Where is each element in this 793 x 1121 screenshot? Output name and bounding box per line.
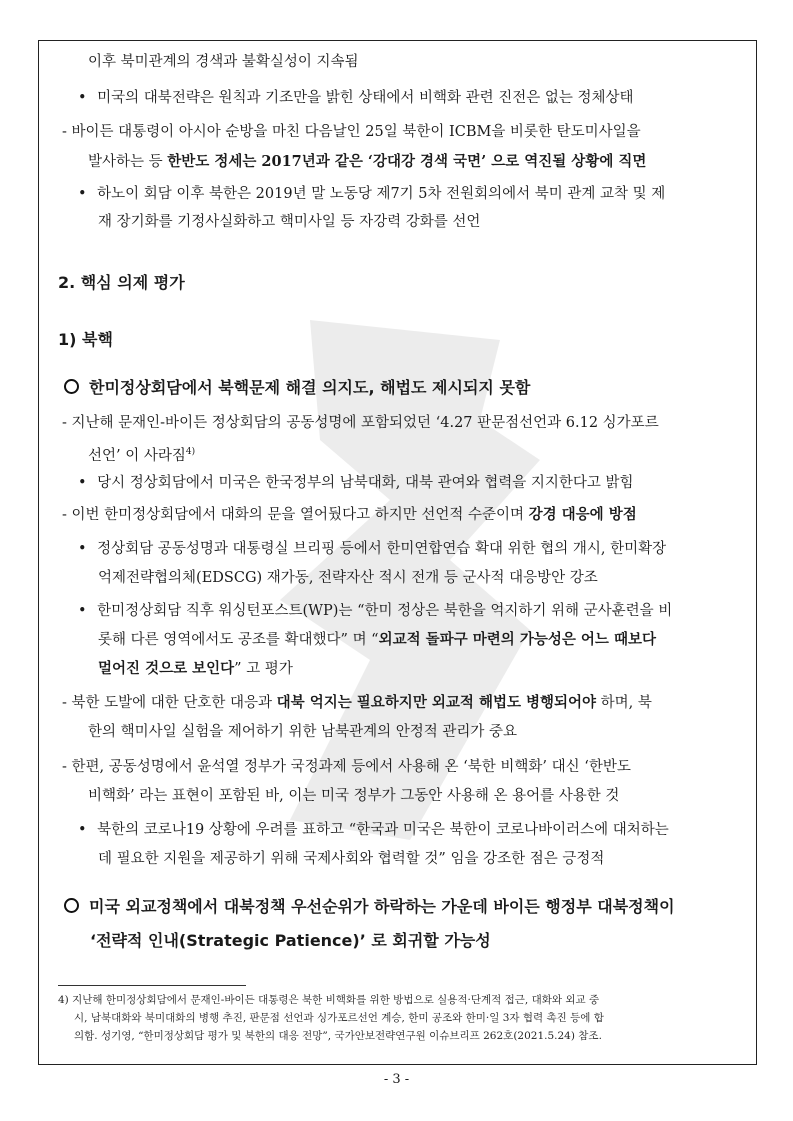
dash-item: - 한편, 공동성명에서 윤석열 정부가 국정과제 등에서 사용해 온 ‘북한 비핵화’ 대신 ‘한반도 — [62, 759, 631, 775]
footnote-ref[interactable]: 4) — [185, 447, 196, 457]
heading-text: 미국 외교정책에서 대북정책 우선순위가 하락하는 가운데 바이든 행정부 대북정책이 — [89, 897, 675, 916]
bullet-dot: • — [78, 541, 87, 557]
text-run: 선언’ 이 사라짐 — [88, 447, 186, 464]
footnote-divider — [58, 985, 246, 986]
bullet-dot: • — [78, 603, 87, 619]
dash-item-cont: 비핵화’ 라는 표현이 포함된 바, 이는 미국 정부가 그동안 사용해 온 용어를 사용한 것 — [88, 788, 620, 804]
circle-bullet-icon — [64, 379, 79, 394]
dash-item-cont: 한의 핵미사일 실험을 제어하기 위한 남북관계의 안정적 관리가 중요 — [88, 724, 518, 740]
emphasis-text: 대북 억지는 필요하지만 외교적 해법도 병행되어야 — [276, 694, 597, 711]
dash-item-cont — [88, 442, 195, 466]
bullet-dot: • — [78, 90, 87, 106]
bullet-dot: • — [78, 186, 87, 202]
bullet-text-cont — [98, 659, 293, 679]
section-title: 2. 핵심 의제 평가 — [58, 273, 185, 292]
bullet-text: 정상회담 공동성명과 대통령실 브리핑 등에서 한미연합연습 확대 위한 협의 개시, 한미확장 — [97, 541, 667, 557]
bullet-dot: • — [78, 822, 87, 838]
text-run: - 이번 한미정상회담에서 대화의 문을 열어뒀다고 하지만 선언적 수준이며 — [62, 507, 529, 523]
dash-item-cont — [88, 152, 646, 172]
bullet-item — [78, 820, 669, 840]
bullet-item — [78, 473, 634, 493]
bullet-text: 북한의 코로나19 상황에 우려를 표하고 “한국과 미국은 북한이 코로나바이러스에 대처하는 — [97, 822, 669, 838]
dash-item — [62, 505, 637, 525]
bullet-text-cont: 억제전략협의체(EDSCG) 재가동, 전략자산 적시 전개 등 군사적 대응방안 강조 — [98, 570, 598, 586]
bullet-item — [78, 184, 665, 204]
text-run: 하며, 북 — [596, 695, 652, 711]
text-run: - 북한 도발에 대한 단호한 대응과 — [62, 695, 277, 711]
dash-item: - 지난해 문재인-바이든 정상회담의 공동성명에 포함되었던 ‘4.27 판문점선언과 6.12 싱가포르 — [62, 415, 659, 431]
text-run: 롯해 다른 영역에서도 공조를 확대했다” 며 “ — [98, 632, 379, 648]
footnote-line: 4) 지난해 한미정상회담에서 문재인-바이든 대통령은 북한 비핵화를 위한 방법으로 실용적·단계적 접근, 대화와 외교 중 — [58, 994, 600, 1006]
bullet-text: 당시 정상회담에서 미국은 한국정부의 남북대화, 대북 관여와 협력을 지지한다고 밝힘 — [97, 475, 634, 491]
text-run: ” 고 평가 — [234, 661, 293, 677]
dash-item — [62, 693, 652, 713]
bullet-text: 한미정상회담 직후 워싱턴포스트(WP)는 “한미 정상은 북한을 억지하기 위해 군사훈련을 비 — [97, 603, 673, 619]
circle-heading-cont: ‘전략적 인내(Strategic Patience)’ 로 회귀할 가능성 — [90, 931, 491, 950]
bullet-text: 하노이 회담 이후 북한은 2019년 말 노동당 제7기 5차 전원회의에서 북미 관계 교착 및 제 — [97, 186, 666, 202]
footnote-line: 시, 남북대화와 북미대화의 병행 추진, 판문점 선언과 싱가포르선언 계승, 한미 공조와 한미·일 3자 협력 촉진 등에 합 — [74, 1012, 604, 1024]
emphasis-text: 멀어진 것으로 보인다 — [98, 660, 235, 677]
bullet-text-cont: 재 장기화를 기정사실화하고 핵미사일 등 자강력 강화를 선언 — [98, 214, 481, 230]
page-number: - 3 - — [383, 1072, 410, 1087]
bullet-text-cont: 데 필요한 지원을 제공하기 위해 국제사회와 협력할 것” 임을 강조한 점은 긍정적 — [98, 851, 605, 867]
text-run: 발사하는 등 — [88, 154, 168, 170]
emphasis-text: 강경 대응에 방점 — [528, 506, 637, 523]
heading-text: 한미정상회담에서 북핵문제 해결 의지도, 해법도 제시되지 못함 — [89, 378, 531, 397]
circle-bullet-icon — [64, 898, 79, 913]
bullet-item — [78, 601, 672, 621]
footnote-line: 의함. 성기영, “한미정상회담 평가 및 북한의 대응 전망”, 국가안보전략연구원 이슈브리프 262호(2021.5.24) 참조. — [74, 1030, 602, 1042]
bullet-item — [78, 88, 634, 108]
circle-heading — [64, 897, 675, 917]
emphasis-text: 한반도 정세는 2017년과 같은 ‘강대강 경색 국면’ 으로 역진될 상황에 직면 — [167, 153, 647, 170]
bullet-dot: • — [78, 475, 87, 491]
circle-heading — [64, 378, 530, 398]
bullet-item — [78, 539, 666, 559]
bullet-text-cont — [98, 630, 656, 650]
subsection-title: 1) 북핵 — [58, 330, 113, 349]
text-line: 이후 북미관계의 경색과 불확실성이 지속됨 — [88, 54, 359, 70]
emphasis-text: 외교적 돌파구 마련의 가능성은 어느 때보다 — [378, 631, 656, 648]
dash-item: - 바이든 대통령이 아시아 순방을 마친 다음날인 25일 북한이 ICBM을 비롯한 탄도미사일을 — [62, 124, 641, 140]
bullet-text: 미국의 대북전략은 원칙과 기조만을 밝힌 상태에서 비핵화 관련 진전은 없는 정체상태 — [97, 90, 634, 106]
